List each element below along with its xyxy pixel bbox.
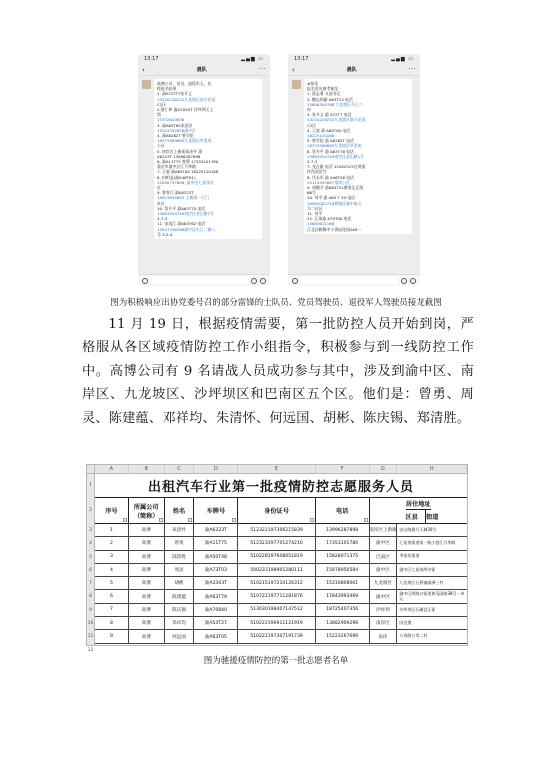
column-header-bar: [87, 465, 467, 474]
filter-dropdown-icon[interactable]: [364, 518, 368, 522]
cell-plate[interactable]: 渝A73T03: [194, 564, 238, 576]
sheet-body: [87, 474, 467, 653]
cell-no[interactable]: 4: [95, 564, 129, 576]
cell-plate[interactable]: 渝A6223T: [194, 524, 238, 536]
cell-id[interactable]: 510222197307191739: [238, 630, 316, 642]
table-header: [95, 498, 467, 524]
voice-icon[interactable]: [292, 278, 298, 284]
message-line: A6223T 13896287898: [157, 153, 201, 159]
cell-id[interactable]: 512323197701274210: [238, 537, 316, 549]
header-street: 街道: [426, 514, 439, 521]
table-row: [95, 617, 467, 630]
more-icon[interactable]: ···: [408, 66, 416, 73]
table-row: [95, 551, 467, 564]
message-line: C2区: [307, 122, 317, 128]
cell-company[interactable]: 高博: [129, 604, 165, 616]
chat-navbar: [138, 64, 270, 76]
cell-district[interactable]: 渝中区: [370, 537, 398, 549]
message-input[interactable]: [151, 277, 248, 284]
message-line: 重庆市渝中区江月华路: [157, 164, 196, 170]
message-line: 4. 渝A6262T 曾学伦: [157, 133, 194, 139]
row-number[interactable]: 1: [89, 483, 92, 488]
header-company: 所属公司（简称）: [129, 498, 165, 523]
message-line: 疫报名结果: [157, 86, 177, 92]
cell-phone[interactable]: 15310808061: [316, 577, 370, 589]
message-line: 江北区鹤舞中小粪园花园2A9一: [307, 226, 362, 232]
more-icon[interactable]: ···: [258, 66, 266, 73]
message-line: 区: [157, 185, 161, 191]
cell-id[interactable]: 510228197608051819: [238, 551, 316, 563]
cell-company[interactable]: 高博: [129, 551, 165, 563]
cell-name[interactable]: 邓祥均: [165, 617, 195, 629]
filter-dropdown-icon[interactable]: [159, 518, 163, 522]
cell-name[interactable]: 邱清胜: [165, 551, 195, 563]
table-row: [95, 577, 467, 590]
message-line: 3. 渝A63T65张国芳: [157, 122, 193, 128]
row-number[interactable]: 11: [87, 634, 94, 640]
filter-dropdown-icon[interactable]: [188, 518, 192, 522]
cell-phone[interactable]: 15223267696: [316, 630, 370, 642]
message-line: 12. 汪琼渝 A79T00 电话: [307, 216, 352, 222]
message-line: 马二社区: [307, 205, 323, 211]
row-number[interactable]: 4: [89, 541, 92, 547]
message-line: 1. 晨志勇 支部书记: [307, 91, 341, 97]
cell-id[interactable]: 500233198901280111: [238, 564, 316, 576]
cell-plate[interactable]: 渝A3303T: [194, 577, 238, 589]
voice-icon[interactable]: [142, 278, 148, 284]
column-header[interactable]: B: [129, 465, 165, 473]
cell-no[interactable]: 5: [95, 577, 129, 589]
message-line: 10. 蔡升平 渝A63T70 电话: [157, 205, 206, 211]
cell-district[interactable]: 南岸区: [370, 617, 398, 629]
cell-district[interactable]: 渝中区: [370, 590, 398, 602]
message-line: 8. 代永军 渝 A46T58 电话: [307, 174, 354, 180]
table-row: [95, 537, 467, 550]
body-paragraph: 11 月 19 日，根据疫情需要，第一批防控人员开始到岗，严格服从各区域疫情防控工作小组指令，积极参与到一线防控工作中。高博公司有 9 名请战人员成功参与其中，涉及到渝中区、南岸区、九龙坡区、沙坪坝区和巴南区五个区。他们是：曾勇、周灵、陈建蕴、邓祥均、朱清怀、何远国、胡彬、陈庆锡、郑清胜。: [82, 317, 474, 426]
status-bar: [138, 54, 270, 64]
cell-name[interactable]: 胡彬: [165, 577, 195, 589]
cell-district[interactable]: 九龙坡区: [370, 577, 398, 589]
column-header[interactable]: A: [95, 465, 129, 473]
message-line: 15119493887重南小区: [307, 179, 350, 185]
cell-street[interactable]: 渝中区两路口街道黄瓜园路38号一单元: [399, 591, 465, 601]
input-bar: [288, 274, 420, 286]
row-number[interactable]: 5: [89, 554, 92, 560]
cell-no[interactable]: 7: [95, 604, 129, 616]
message-line: 18225120168: [307, 133, 335, 139]
cell-phone[interactable]: 13996287898: [316, 524, 370, 536]
header-address-group: 居住地址: [406, 498, 431, 510]
cell-street[interactable]: 万寿路万寿二村: [399, 633, 428, 639]
volunteer-table: [95, 474, 467, 644]
filter-dropdown-icon[interactable]: [310, 518, 314, 522]
chat-area: [138, 76, 270, 274]
row-number[interactable]: 6: [89, 567, 92, 573]
cell-company[interactable]: 高博: [129, 564, 165, 576]
column-header[interactable]: H: [397, 465, 467, 473]
message-line: 村: [307, 107, 311, 113]
cell-plate[interactable]: 渝A53T27: [194, 617, 238, 629]
cell-company[interactable]: 高博: [129, 537, 165, 549]
cell-district[interactable]: 渝中区: [370, 564, 398, 576]
cell-no[interactable]: 8: [95, 617, 129, 629]
cell-id[interactable]: 512322197306215839: [238, 524, 316, 536]
message-line: 13220228232九龙坡区南方花园: [157, 96, 216, 102]
cell-plate[interactable]: 渝A63T05: [194, 630, 238, 642]
cell-id[interactable]: 510222196911121919: [238, 617, 316, 629]
message-line: 6. 渝A11T75 曾勇 17353101780: [157, 159, 219, 165]
message-line: 15608309768 九龙坡区马王六: [307, 101, 363, 107]
message-line: 号 3-2-4: [157, 231, 173, 237]
table-row: [95, 524, 467, 537]
cell-name[interactable]: 朱清怀: [165, 524, 195, 536]
table-row: [95, 564, 467, 577]
filter-dropdown-icon[interactable]: [123, 518, 127, 522]
row-number[interactable]: 10: [87, 621, 94, 627]
row-number[interactable]: 8: [89, 594, 92, 600]
message-line: 11. 宋浅江 渝A63T62 电话: [157, 221, 206, 227]
message-line: C2区: [157, 101, 167, 107]
header-no: 序号: [95, 498, 129, 523]
message-line: 66号: [307, 190, 316, 196]
signal-battery-icon: ▂▄▆ ▭: [241, 56, 264, 62]
message-line: 小区: [157, 143, 165, 149]
column-header[interactable]: C: [165, 465, 195, 473]
message-line: 7. 龙在毅 电话 15202315台湾重: [307, 164, 366, 170]
message-line: 9. 曾寿江 渝A6223T: [157, 190, 194, 196]
cell-plate[interactable]: 渝A63T79: [194, 590, 238, 602]
status-time: 13:17: [144, 56, 159, 62]
message-line: 4. 王庭 渝 A65T00 电话: [307, 127, 351, 133]
message-input[interactable]: [301, 277, 398, 284]
spreadsheet: [86, 464, 468, 653]
emoji-icon[interactable]: [251, 278, 257, 284]
message-line: 9. 胡德才 渝A63T31唐家沱正街: [307, 185, 364, 191]
cell-plate[interactable]: 渝A50T48: [194, 551, 238, 563]
message-line: #接龙: [307, 81, 319, 86]
message-line: 18375989685九龙坡区华龙苑: [157, 138, 212, 144]
row-number-bar: [87, 474, 95, 653]
message-line: 高博公司，党员，退役军人，抗: [157, 81, 212, 86]
status-bar: [288, 54, 420, 64]
column-header[interactable]: G: [370, 465, 398, 473]
cell-plate[interactable]: 渝A11T75: [194, 537, 238, 549]
cell-street[interactable]: 李家坨街道: [399, 553, 420, 559]
message-line: 10. 刘平 渝 A65 T 39 电话: [307, 195, 355, 201]
message-line: 13372643638: [157, 117, 185, 123]
plus-icon[interactable]: [260, 278, 266, 284]
phone-screenshot-right: [288, 54, 420, 286]
cell-id[interactable]: 510722197711281876: [238, 590, 316, 602]
message-line: 坪西双花号: [307, 169, 327, 175]
cell-district[interactable]: 南岸区上新街: [370, 524, 398, 536]
avatar: [292, 80, 301, 89]
message-bubble: [154, 79, 262, 239]
table-body: [95, 524, 467, 644]
message-line: 2-7-3: [307, 159, 318, 165]
row-number[interactable]: 3: [89, 528, 92, 533]
column-header[interactable]: E: [238, 465, 316, 473]
table-row: [95, 590, 467, 603]
cell-name[interactable]: 周灵: [165, 564, 195, 576]
message-line: 18923835693 上新街一天门: [157, 195, 209, 201]
cell-phone[interactable]: 15828071375: [316, 551, 370, 563]
cell-plate[interactable]: 渝A70840: [194, 604, 238, 616]
cell-phone[interactable]: 18725407356: [316, 604, 370, 616]
cell-company[interactable]: 高博: [129, 617, 165, 629]
figure-caption-1: 图为积极响应出协党委号召的部分雷锋的士队员、党员驾驶员、退役军人驾驶员接龙截图: [110, 298, 442, 308]
cell-phone[interactable]: 15978950584: [316, 564, 370, 576]
header-address: [370, 498, 467, 523]
header-name: 姓名: [165, 498, 195, 523]
cell-no[interactable]: 9: [95, 630, 129, 642]
header-plate: 车牌号: [194, 498, 238, 523]
message-line: 18375989685九龙坡区华龙苑: [307, 143, 362, 149]
back-arrow-icon[interactable]: ‹: [142, 65, 145, 74]
message-line: 2.詹仁和 渝A7050T 沙坪坝区土: [157, 107, 214, 113]
chat-title: 晨队: [346, 67, 357, 73]
message-line: 8. 何相益(渝A46T81): [157, 174, 196, 180]
cell-no[interactable]: 6: [95, 590, 129, 602]
signal-battery-icon: ▂▄▆ ▭: [391, 56, 414, 62]
message-line: 2-7-3: [157, 216, 168, 222]
message-line: 15683611168: [307, 221, 335, 227]
message-line: 13883924749南岸区金山路1号: [307, 153, 364, 159]
table-title: 出租汽车行业第一批疫情防控志愿服务人员: [95, 474, 467, 498]
message-line: 18083002718相城区渝中家元: [307, 200, 362, 206]
cell-name[interactable]: 陈建蕴: [165, 590, 195, 602]
cell-street[interactable]: 七星岗街道第一路小巷江月华路: [399, 540, 456, 546]
chat-navbar: [288, 64, 420, 76]
cell-district[interactable]: 沙坪坝: [370, 604, 398, 616]
filter-dropdown-icon[interactable]: [232, 518, 236, 522]
message-line: 7. 王庭 渝A65T00 18225120168: [157, 169, 219, 175]
message-line: 13883924749南岸区金山路1号: [157, 211, 214, 217]
cell-company[interactable]: 高博: [129, 577, 165, 589]
input-bar: [138, 274, 270, 286]
cell-phone[interactable]: 17843993469: [316, 590, 370, 602]
screenshot-pair: [138, 54, 420, 286]
row-number[interactable]: 12: [87, 647, 94, 653]
row-number[interactable]: 7: [89, 581, 92, 587]
message-line: 5. 曾学伦 渝 A6262T 电话: [307, 138, 354, 144]
figure-caption-2: 图为驰援疫情防控的第一批志愿者名单: [203, 656, 349, 666]
message-bubble: [304, 79, 412, 234]
cell-name[interactable]: 何远国: [165, 630, 195, 642]
column-header[interactable]: D: [194, 465, 238, 473]
emoji-icon[interactable]: [401, 278, 407, 284]
cell-company[interactable]: 高博: [129, 630, 165, 642]
message-line: 1. 渝A72?T7张开义: [157, 91, 193, 97]
cell-id[interactable]: 513030198407147512: [238, 604, 316, 616]
cell-street[interactable]: 渝中区七星岗两亭街: [399, 566, 436, 572]
cell-company[interactable]: 高博: [129, 524, 165, 536]
table-row: [95, 630, 467, 643]
cell-phone[interactable]: 13882909296: [316, 617, 370, 629]
back-arrow-icon[interactable]: ‹: [292, 65, 295, 74]
message-line: 社区: [157, 200, 165, 206]
cell-street[interactable]: 因也渔: [399, 619, 412, 625]
message-line: 13220228232九龙坡区南方花园: [307, 117, 366, 123]
header-phone: 电话: [316, 498, 370, 523]
header-id: 身份证号: [238, 498, 316, 523]
sheet-corner[interactable]: [87, 465, 95, 473]
cell-street[interactable]: 沙坪坝区石碾盘正街: [399, 606, 436, 612]
cell-street[interactable]: 九龙坡区石桥铺渝洲三村: [399, 580, 444, 586]
cell-company[interactable]: 高博: [129, 590, 165, 602]
avatar: [142, 80, 151, 89]
cell-no[interactable]: 3: [95, 551, 129, 563]
cell-name[interactable]: 陈庆锡: [165, 604, 195, 616]
message-line: 6. 蔡升平 渝 A63T76 电话: [307, 148, 354, 154]
table-row: [95, 604, 467, 617]
message-line: 3. 张开义 渝 A72T7 电话: [307, 112, 352, 118]
cell-district[interactable]: 南岸: [370, 630, 398, 642]
cell-id[interactable]: 510215197210126312: [238, 577, 316, 589]
message-line: 2. 穗志则渝 A63T13 电话: [307, 96, 353, 102]
chat-area: [288, 76, 420, 274]
message-line: 报名党员参考接龙: [307, 86, 339, 92]
cell-name[interactable]: 曾勇: [165, 537, 195, 549]
cell-district[interactable]: 巴南区: [370, 551, 398, 563]
message-line: 15098737608, 渝中区七星岗社: [157, 179, 214, 185]
plus-icon[interactable]: [410, 278, 416, 284]
cell-phone[interactable]: 17353101780: [316, 537, 370, 549]
cell-no[interactable]: 1: [95, 524, 129, 536]
status-time: 13:17: [294, 56, 309, 62]
message-line: 13927436288渝中区长江二路八: [157, 226, 216, 232]
column-header[interactable]: F: [316, 465, 370, 473]
chat-title: 晨队: [196, 67, 207, 73]
row-number[interactable]: 9: [89, 607, 92, 613]
message-line: 湾: [157, 112, 161, 118]
message-line: 11. 刘平: [307, 211, 323, 217]
message-line: 5. 南岸区上新街朱泽平 渝: [157, 148, 203, 154]
cell-street[interactable]: 涂山路涵月天城30号: [399, 526, 437, 532]
cell-no[interactable]: 2: [95, 537, 129, 549]
message-line: 15223332828渝中区: [157, 127, 196, 133]
phone-screenshot-left: [138, 54, 270, 286]
header-district: 区县: [398, 510, 426, 523]
row-number[interactable]: 2: [89, 508, 92, 513]
